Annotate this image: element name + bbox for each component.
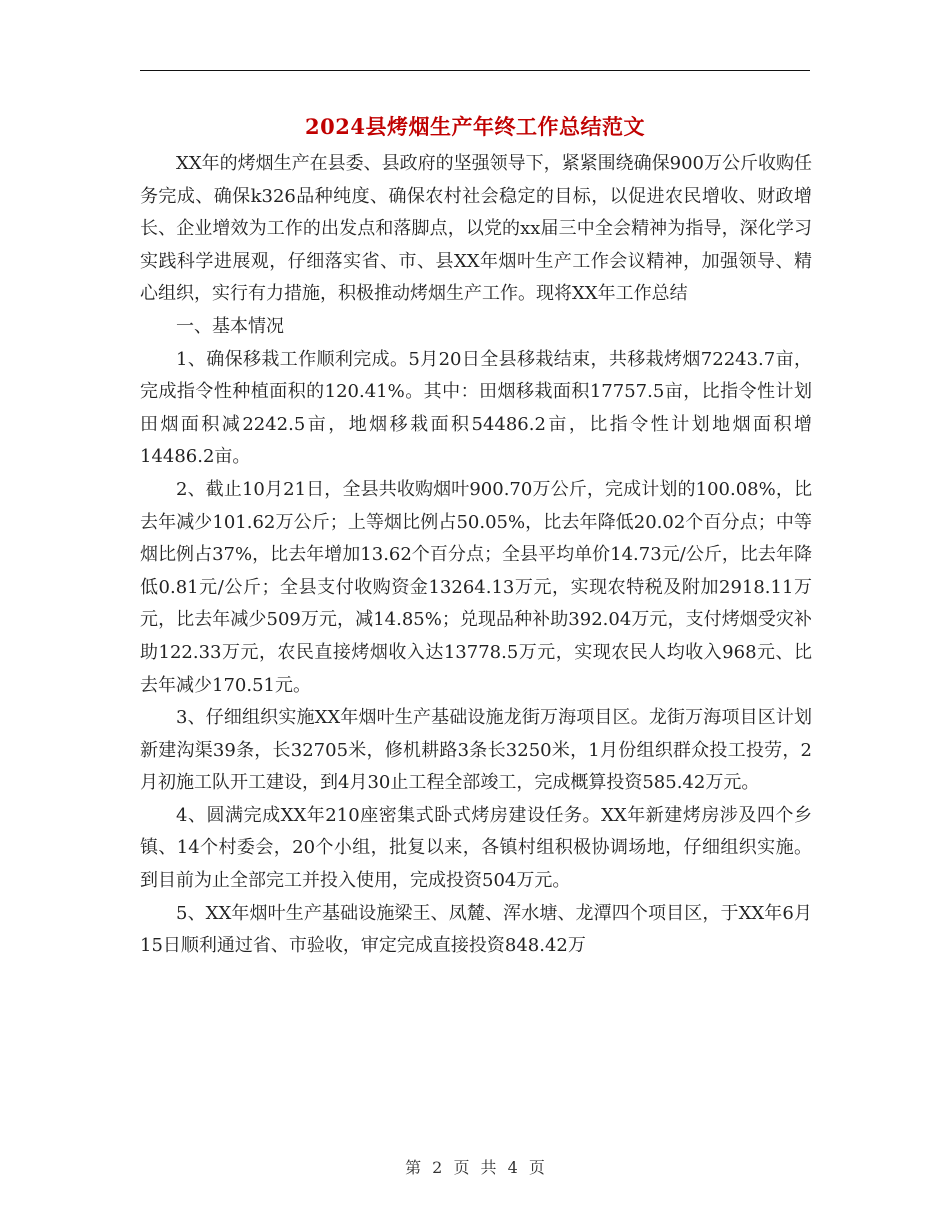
header-rule bbox=[140, 70, 810, 71]
page-number-footer: 第 2 页 共 4 页 bbox=[405, 1158, 545, 1177]
paragraph-item-3: 3、仔细组织实施XX年烟叶生产基础设施龙街万海项目区。龙街万海项目区计划新建沟渠39条，长32705米，修机耕路3条长3250米，1月份组织群众投工投劳，2月初施工队开工建设，到4月30止工程全部竣工，完成概算投资585.42万元。 bbox=[140, 707, 812, 794]
paragraph-item-2: 2、截止10月21日，全县共收购烟叶900.70万公斤，完成计划的100.08%，比去年减少101.62万公斤；上等烟比例占50.05%，比去年降低20.02个百分点；中等烟比例占37%，比去年增加13.62个百分点；全县平均单价14.73元/公斤，比去年降低0.81元/公斤；全县支付收购资金13264.13万元，实现农特税及附加2918.11万元，比去年减少509万元，减14.85%；兑现品种补助392.04万元，支付烤烟受灾补助122.33万元，农民直接烤烟收入达13778.5万元，实现农民人均收入968元、比去年减少170.51元。 bbox=[140, 478, 812, 696]
paragraph-intro: XX年的烤烟生产在县委、县政府的坚强领导下，紧紧围绕确保900万公斤收购任务完成、确保k326品种纯度、确保农村社会稳定的目标，以促进农民增收、财政增长、企业增效为工作的出发点和落脚点，以党的xx届三中全会精神为指导，深化学习实践科学进展观，仔细落实省、市、县XX年烟叶生产工作会议精神，加强领导、精心组织，实行有力措施，积极推动烤烟生产工作。现将XX年工作总结 bbox=[140, 153, 812, 305]
section-heading-basic: 一、基本情况 bbox=[176, 315, 284, 337]
paragraph-item-1: 1、确保移栽工作顺利完成。5月20日全县移栽结束，共移栽烤烟72243.7亩，完成指令性种植面积的120.41%。其中：田烟移栽面积17757.5亩，比指令性计划田烟面积减2242.5亩，地烟移栽面积54486.2亩，比指令性计划地烟面积增14486.2亩。 bbox=[140, 348, 812, 468]
paragraph-item-4: 4、圆满完成XX年210座密集式卧式烤房建设任务。XX年新建烤房涉及四个乡镇、14个村委会，20个小组，批复以来，各镇村组积极协调场地，仔细组织实施。到目前为止全部完工并投入使用，完成投资504万元。 bbox=[140, 804, 812, 892]
document-body bbox=[140, 148, 812, 963]
paragraph-item-5: 5、XX年烟叶生产基础设施梁王、凤麓、浑水塘、龙潭四个项目区，于XX年6月15日顺利通过省、市验收，审定完成直接投资848.42万 bbox=[140, 902, 812, 957]
document-title: 2024县烤烟生产年终工作总结范文 bbox=[305, 114, 645, 139]
